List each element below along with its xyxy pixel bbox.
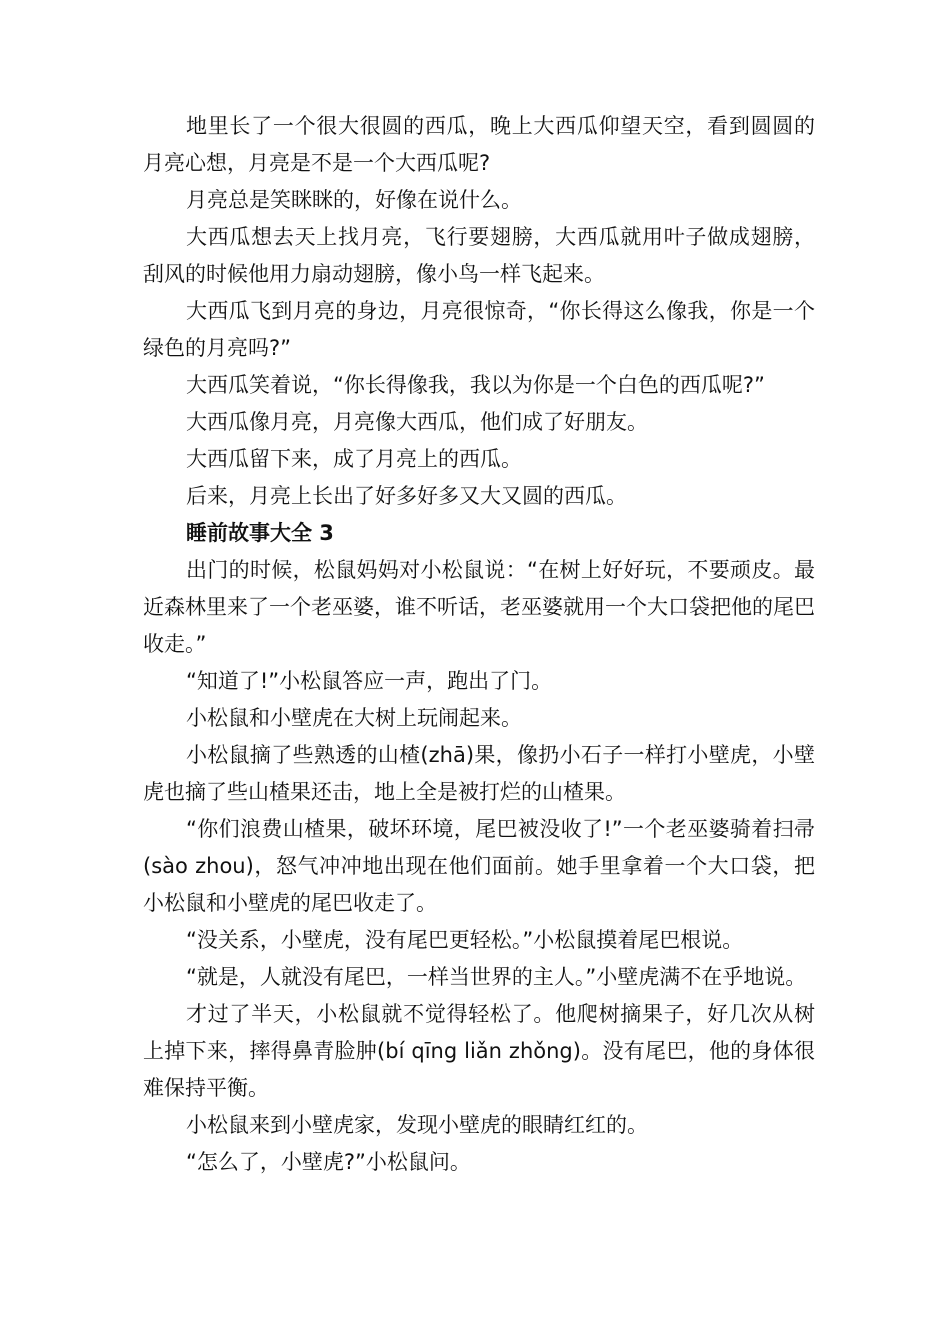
section-heading: 睡前故事大全 3 — [186, 521, 334, 545]
story-paragraph: “就是，人就没有尾巴，一样当世界的主人。”小壁虎满不在乎地说。 — [186, 965, 807, 989]
story-paragraph: 地里长了一个很大很圆的西瓜，晚上大西瓜仰望天空，看到圆圆的月亮心想，月亮是不是一个大西瓜呢? — [143, 114, 815, 175]
story-paragraph: 大西瓜留下来，成了月亮上的西瓜。 — [186, 447, 522, 471]
story-paragraph: 大西瓜笑着说，“你长得像我，我以为你是一个白色的西瓜呢?” — [186, 373, 765, 397]
story-paragraph: “你们浪费山楂果，破坏环境，尾巴被没收了!”一个老巫婆骑着扫帚(sào zhou)，怒气冲冲地出现在他们面前。她手里拿着一个大口袋，把小松鼠和小壁虎的尾巴收走了。 — [143, 817, 815, 915]
story-paragraph: 小松鼠摘了些熟透的山楂(zhā)果，像扔小石子一样打小壁虎，小壁虎也摘了些山楂果还击，地上全是被打烂的山楂果。 — [143, 743, 815, 804]
story-paragraph: 出门的时候，松鼠妈妈对小松鼠说：“在树上好好玩，不要顽皮。最近森林里来了一个老巫婆，谁不听话，老巫婆就用一个大口袋把他的尾巴收走。” — [143, 558, 815, 656]
story-paragraph: 才过了半天，小松鼠就不觉得轻松了。他爬树摘果子，好几次从树上掉下来，摔得鼻青脸肿(bí qīng liǎn zhǒng)。没有尾巴，他的身体很难保持平衡。 — [143, 1002, 815, 1100]
story-paragraph: “没关系，小壁虎，没有尾巴更轻松。”小松鼠摸着尾巴根说。 — [186, 928, 744, 952]
story-paragraph: 小松鼠来到小壁虎家，发现小壁虎的眼睛红红的。 — [186, 1113, 648, 1137]
story-paragraph: “怎么了，小壁虎?”小松鼠问。 — [186, 1150, 471, 1174]
story-paragraph: 大西瓜飞到月亮的身边，月亮很惊奇，“你长得这么像我，你是一个绿色的月亮吗?” — [143, 299, 815, 360]
story-paragraph: 后来，月亮上长出了好多好多又大又圆的西瓜。 — [186, 484, 627, 508]
story-paragraph: 大西瓜想去天上找月亮，飞行要翅膀，大西瓜就用叶子做成翅膀，刮风的时候他用力扇动翅膀，像小鸟一样飞起来。 — [143, 225, 815, 286]
story-paragraph: 小松鼠和小壁虎在大树上玩闹起来。 — [186, 706, 522, 730]
story-paragraph: “知道了!”小松鼠答应一声，跑出了门。 — [186, 669, 553, 693]
story-paragraph: 大西瓜像月亮，月亮像大西瓜，他们成了好朋友。 — [186, 410, 648, 434]
document-page — [143, 108, 815, 1181]
story-paragraph: 月亮总是笑眯眯的，好像在说什么。 — [186, 188, 522, 212]
